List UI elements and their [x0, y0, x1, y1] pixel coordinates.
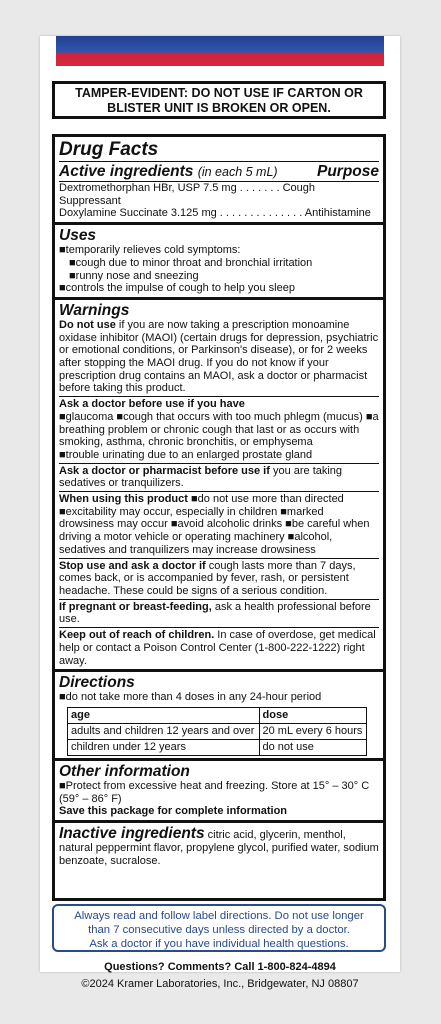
uses-item: ■ cough due to minor throat and bronchial irritation [59, 257, 379, 270]
copyright-line: ©2024 Kramer Laboratories, Inc., Bridgewater, NJ 08807 [81, 978, 359, 990]
drug-facts-title: Drug Facts [59, 139, 379, 162]
uses-title: Uses [59, 227, 97, 245]
tamper-evident-box [52, 81, 386, 119]
keep-out-of-reach-block: Keep out of reach of children. In case of overdose, get medical help or contact a Poison Control Center (1-800-222-1222) right away. [59, 627, 379, 667]
dose-column-header: dose [259, 707, 366, 723]
table-row [68, 723, 367, 739]
dose-cell: 20 mL every 6 hours [259, 723, 366, 739]
warnings-section [55, 300, 383, 672]
pregnancy-block: If pregnant or breast-feeding, ask a health professional before use. [59, 599, 379, 626]
label-directions-notice [52, 904, 386, 952]
carton-panel [40, 36, 400, 990]
uses-item: ■ controls the impulse of cough to help you sleep [59, 282, 379, 295]
other-information-section [55, 761, 383, 823]
tamper-line-1: TAMPER-EVIDENT: DO NOT USE IF CARTON OR [75, 86, 363, 100]
storage-info: ■ Protect from excessive heat and freezing. Store at 15° – 30° C (59° – 86° F) [59, 780, 379, 805]
active-ingredients-header: Active ingredients (in each 5 mL) [59, 163, 278, 180]
dosage-table [67, 707, 367, 756]
uses-item: ■ temporarily relieves cold symptoms: [59, 244, 379, 257]
tamper-line-2: BLISTER UNIT IS BROKEN OR OPEN. [107, 101, 331, 115]
warnings-title: Warnings [59, 301, 130, 319]
ingredient-row: Dextromethorphan HBr, USP 7.5 mg . . . . . . . Cough Suppressant [59, 181, 379, 207]
dose-cell: do not use [259, 739, 366, 755]
when-using-block: When using this product ■ do not use more than directed ■ excitability may occur, especially in children ■ marked drowsiness may occur ■ avoid alcoholic drinks ■ be careful when driving a motor vehicle or operating machinery ■ alcohol, sedatives and tranquilizers may increase drowsiness [59, 491, 379, 557]
table-row [68, 739, 367, 755]
uses-section [55, 225, 383, 300]
inactive-ingredients-text: Inactive ingredients citric acid, glycerin, menthol, natural peppermint flavor, propylene glycol, purified water, sodium benzoate, sucralose. [59, 825, 379, 867]
age-column-header: age [68, 707, 260, 723]
directions-title: Directions [59, 674, 135, 692]
age-cell: children under 12 years [68, 739, 260, 755]
age-cell: adults and children 12 years and over [68, 723, 260, 739]
directions-section [55, 672, 383, 761]
purpose-header: Purpose [316, 163, 379, 180]
active-header-row [59, 163, 379, 181]
questions-phone-line: Questions? Comments? Call 1-800-824-4894 [104, 961, 336, 973]
drug-facts-panel [52, 134, 386, 901]
notice-line: Always read and follow label directions. Do not use longer [74, 910, 364, 922]
carton-top-flap [56, 36, 384, 66]
table-header-row [68, 707, 367, 723]
do-not-use-block: Do not use if you are now taking a prescription monoamine oxidase inhibitor (MAOI) (certain drugs for depression, psychiatric or emotional conditions, or Parkinson's disease), or for 2 weeks after stopping the MAOI drug. If you do not know if your prescription drug contains an MAOI, ask a doctor or pharmacist before taking this product. [59, 318, 379, 395]
save-package-note: Save this package for complete information [59, 805, 288, 818]
ask-pharmacist-block: Ask a doctor or pharmacist before use if you are taking sedatives or tranquilizers. [59, 463, 379, 490]
notice-line: than 7 consecutive days unless directed by a doctor. [88, 924, 350, 936]
inactive-ingredients-section [55, 823, 383, 869]
ask-doctor-block: Ask a doctor before use if you have ■ glaucoma ■ cough that occurs with too much phlegm (mucus) ■ a breathing problem or chronic cough that last or as occurs with smoking, asthma, chronic bronchitis, or emphysema ■ trouble urinating due to an enlarged prostate gland [59, 396, 379, 462]
other-information-title: Other information [59, 762, 190, 780]
notice-line: Ask a doctor if you have individual health questions. [89, 938, 349, 950]
uses-item: ■ runny nose and sneezing [59, 270, 379, 283]
stop-use-block: Stop use and ask a doctor if cough lasts more than 7 days, comes back, or is accompanied by fever, rash, or persistent headache. These could be signs of a serious condition. [59, 558, 379, 598]
ingredient-row: Doxylamine Succinate 3.125 mg . . . . . . . . . . . . . . Antihistamine [59, 207, 371, 220]
directions-note: ■ do not take more than 4 doses in any 24-hour period [59, 691, 379, 704]
drug-facts-header-section [55, 137, 383, 225]
